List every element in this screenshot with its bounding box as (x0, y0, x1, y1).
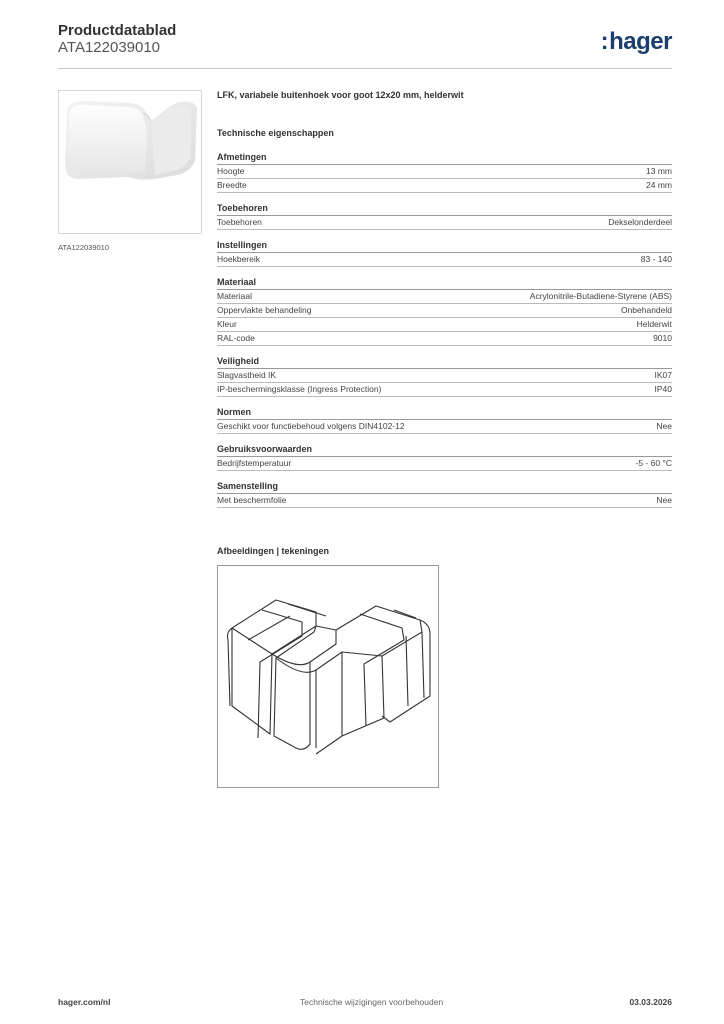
property-row (217, 216, 672, 230)
logo-text: hager (609, 28, 672, 55)
property-label: Kleur (217, 319, 237, 329)
property-value: IK07 (654, 370, 672, 380)
property-value: 24 mm (646, 180, 672, 190)
logo-prefix: : (600, 28, 609, 55)
property-label: RAL-code (217, 333, 255, 343)
property-value: 9010 (653, 333, 672, 343)
property-label: Breedte (217, 180, 247, 190)
property-value: -5 - 60 °C (635, 458, 672, 468)
property-label: Oppervlakte behandeling (217, 305, 312, 315)
property-row (217, 369, 672, 383)
property-row (217, 318, 672, 332)
properties-sections (217, 151, 672, 508)
product-name: LFK, variabele buitenhoek voor goot 12x20 mm, helderwit (217, 90, 464, 100)
technical-drawing (217, 565, 439, 788)
property-row (217, 290, 672, 304)
property-section (217, 443, 672, 471)
header-divider (58, 68, 672, 69)
technical-drawing-image (218, 566, 438, 787)
property-row (217, 383, 672, 397)
property-section (217, 480, 672, 508)
property-row (217, 420, 672, 434)
property-label: Materiaal (217, 291, 252, 301)
property-label: Met beschermfolie (217, 495, 287, 505)
property-value: IP40 (654, 384, 672, 394)
property-value: Acrylonitrile-Butadiene-Styrene (ABS) (529, 291, 672, 301)
property-label: Hoogte (217, 166, 245, 176)
section-title: Normen (217, 406, 672, 420)
footer-date: 03.03.2026 (629, 997, 672, 1007)
property-row (217, 457, 672, 471)
section-title: Afmetingen (217, 151, 672, 165)
property-label: Slagvastheid IK (217, 370, 277, 380)
property-section (217, 406, 672, 434)
section-title: Materiaal (217, 276, 672, 290)
page-header (58, 22, 672, 66)
drawings-heading: Afbeeldingen | tekeningen (217, 546, 330, 556)
product-photo (58, 90, 202, 234)
property-row (217, 494, 672, 508)
property-value: Helderwit (636, 319, 672, 329)
property-label: Toebehoren (217, 217, 262, 227)
property-value: 13 mm (646, 166, 672, 176)
document-title: Productdatablad (58, 22, 177, 39)
property-row (217, 179, 672, 193)
hager-logo (601, 28, 672, 56)
footer-website[interactable]: hager.com/nl (58, 997, 111, 1007)
property-value: Dekselonderdeel (608, 217, 672, 227)
property-row (217, 165, 672, 179)
product-code: ATA122039010 (58, 39, 161, 56)
section-title: Veiligheid (217, 355, 672, 369)
properties-content (217, 90, 672, 508)
property-value: 83 - 140 (640, 254, 672, 264)
property-section (217, 239, 672, 267)
property-value: Onbehandeld (620, 305, 672, 315)
property-value: Nee (656, 495, 672, 505)
property-row (217, 332, 672, 346)
section-title: Gebruiksvoorwaarden (217, 443, 672, 457)
section-title: Toebehoren (217, 202, 672, 216)
property-label: Geschikt voor functiebehoud volgens DIN4102-12 (217, 421, 405, 431)
property-section (217, 276, 672, 346)
section-title: Samenstelling (217, 480, 672, 494)
property-section (217, 202, 672, 230)
photo-caption: ATA122039010 (58, 243, 110, 252)
tech-heading: Technische eigenschappen (217, 128, 334, 138)
property-label: Hoekbereik (217, 254, 260, 264)
property-row (217, 304, 672, 318)
product-photo-image (59, 91, 201, 233)
property-value: Nee (656, 421, 672, 431)
property-row (217, 253, 672, 267)
property-section (217, 151, 672, 193)
property-label: Bedrijfstemperatuur (217, 458, 292, 468)
property-section (217, 355, 672, 397)
footer-disclaimer: Technische wijzigingen voorbehouden (300, 997, 444, 1007)
property-label: IP-beschermingsklasse (Ingress Protection) (217, 384, 382, 394)
section-title: Instellingen (217, 239, 672, 253)
